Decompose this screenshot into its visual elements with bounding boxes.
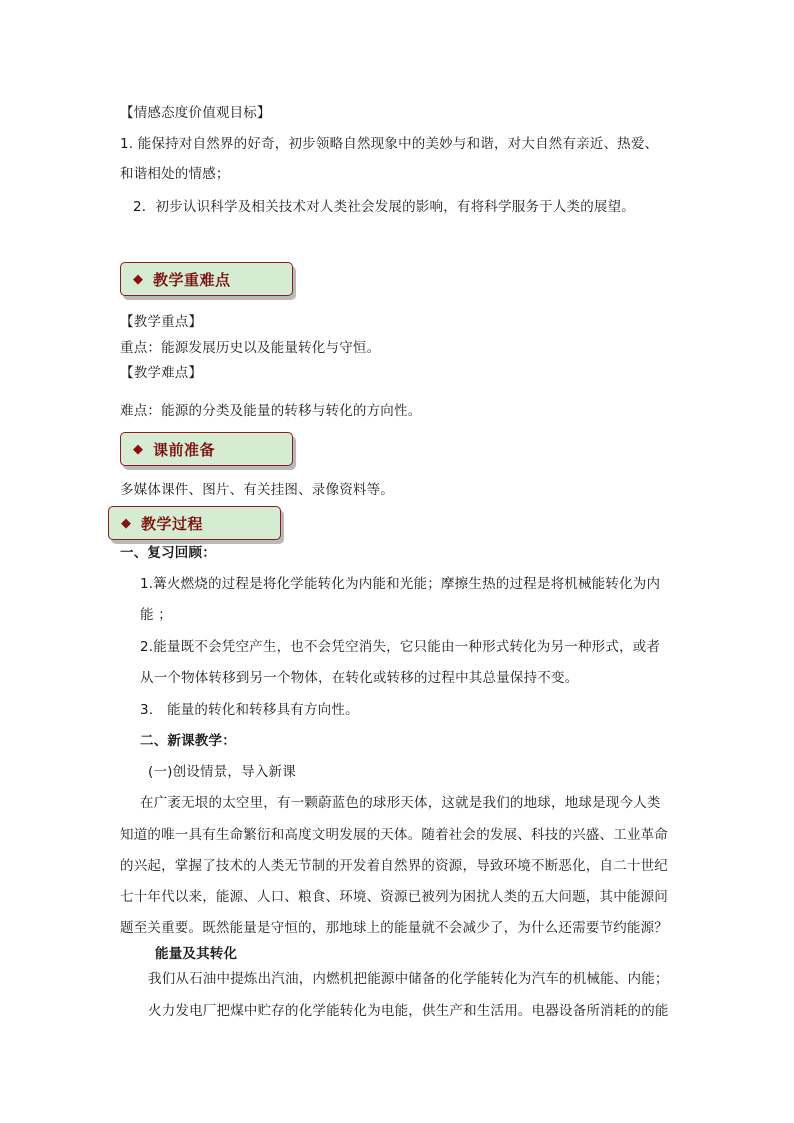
- intro-paragraph-line: 在广袤无垠的太空里，有一颗蔚蓝色的球形天体，这就是我们的地球，地球是现今人类: [140, 795, 661, 811]
- emotion-goal-item-1-line-2: 和谐相处的情感；: [120, 166, 230, 182]
- review-item-3: 3. 能量的转化和转移具有方向性。: [140, 702, 359, 718]
- intro-paragraph-line: 的兴起，掌握了技术的人类无节制的开发着自然界的资源，导致环境不断恶化，自二十世纪: [120, 858, 668, 874]
- diamond-bullet-icon: ◆: [133, 441, 143, 457]
- review-item-2-line-2: 从一个物体转移到另一个物体，在转化或转移的过程中其总量保持不变。: [140, 670, 579, 686]
- section-heading-text: 课前准备: [153, 440, 216, 459]
- energy-conversion-title: 能量及其转化: [155, 946, 238, 962]
- section-heading-key-points: [120, 262, 293, 296]
- emotion-goal-item-2: 2．初步认识科学及相关技术对人类社会发展的影响，有将科学服务于人类的展望。: [133, 199, 635, 215]
- diamond-bullet-icon: ◆: [133, 271, 143, 287]
- intro-paragraph-line: 知道的唯一具有生命繁衍和高度文明发展的天体。随着社会的发展、科技的兴盛、工业革命: [120, 827, 668, 843]
- review-item-1-line-2: 能 ；: [140, 607, 172, 623]
- prep-text: 多媒体课件、图片、有关挂图、录像资料等。: [120, 482, 394, 498]
- section-heading-process: [108, 506, 281, 540]
- difficulty-label: 【教学难点】: [120, 365, 203, 381]
- review-title: 一、复习回顾：: [120, 545, 216, 561]
- new-lesson-title: 二、新课教学：: [140, 733, 236, 749]
- intro-paragraph-line: 七十年代以来，能源、人口、粮食、环境、资源已被列为困扰人类的五大问题，其中能源问: [120, 889, 668, 905]
- section-heading-text: 教学过程: [141, 514, 204, 533]
- energy-paragraph-line: 我们从石油中提炼出汽油，内燃机把能源中储备的化学能转化为汽车的机械能、内能；: [148, 971, 669, 987]
- focus-label: 【教学重点】: [120, 314, 203, 330]
- emotion-goal-title: 【情感态度价值观目标】: [120, 105, 271, 121]
- energy-paragraph-line: 火力发电厂把煤中贮存的化学能转化为电能，供生产和生活用。电器设备所消耗的的能: [148, 1003, 669, 1019]
- section-heading-text: 教学重难点: [153, 270, 231, 289]
- section-heading-prep: [120, 432, 293, 466]
- difficulty-text: 难点：能源的分类及能量的转移与转化的方向性。: [120, 403, 422, 419]
- review-item-1-line-1: 1.篝火燃烧的过程是将化学能转化为内能和光能；摩擦生热的过程是将机械能转化为内: [140, 576, 661, 592]
- emotion-goal-item-1-line-1: 1. 能保持对自然界的好奇，初步领略自然现象中的美妙与和谐，对大自然有亲近、热爱、: [120, 136, 659, 152]
- intro-paragraph-line: 题至关重要。既然能量是守恒的，那地球上的能量就不会减少了，为什么还需要节约能源？: [120, 920, 668, 936]
- new-lesson-subtitle-1: (一)创设情景，导入新课: [148, 764, 296, 780]
- diamond-bullet-icon: ◆: [121, 515, 131, 531]
- focus-text: 重点：能源发展历史以及能量转化与守恒。: [120, 340, 381, 356]
- review-item-2-line-1: 2.能量既不会凭空产生，也不会凭空消失，它只能由一种形式转化为另一种形式，或者: [140, 639, 661, 655]
